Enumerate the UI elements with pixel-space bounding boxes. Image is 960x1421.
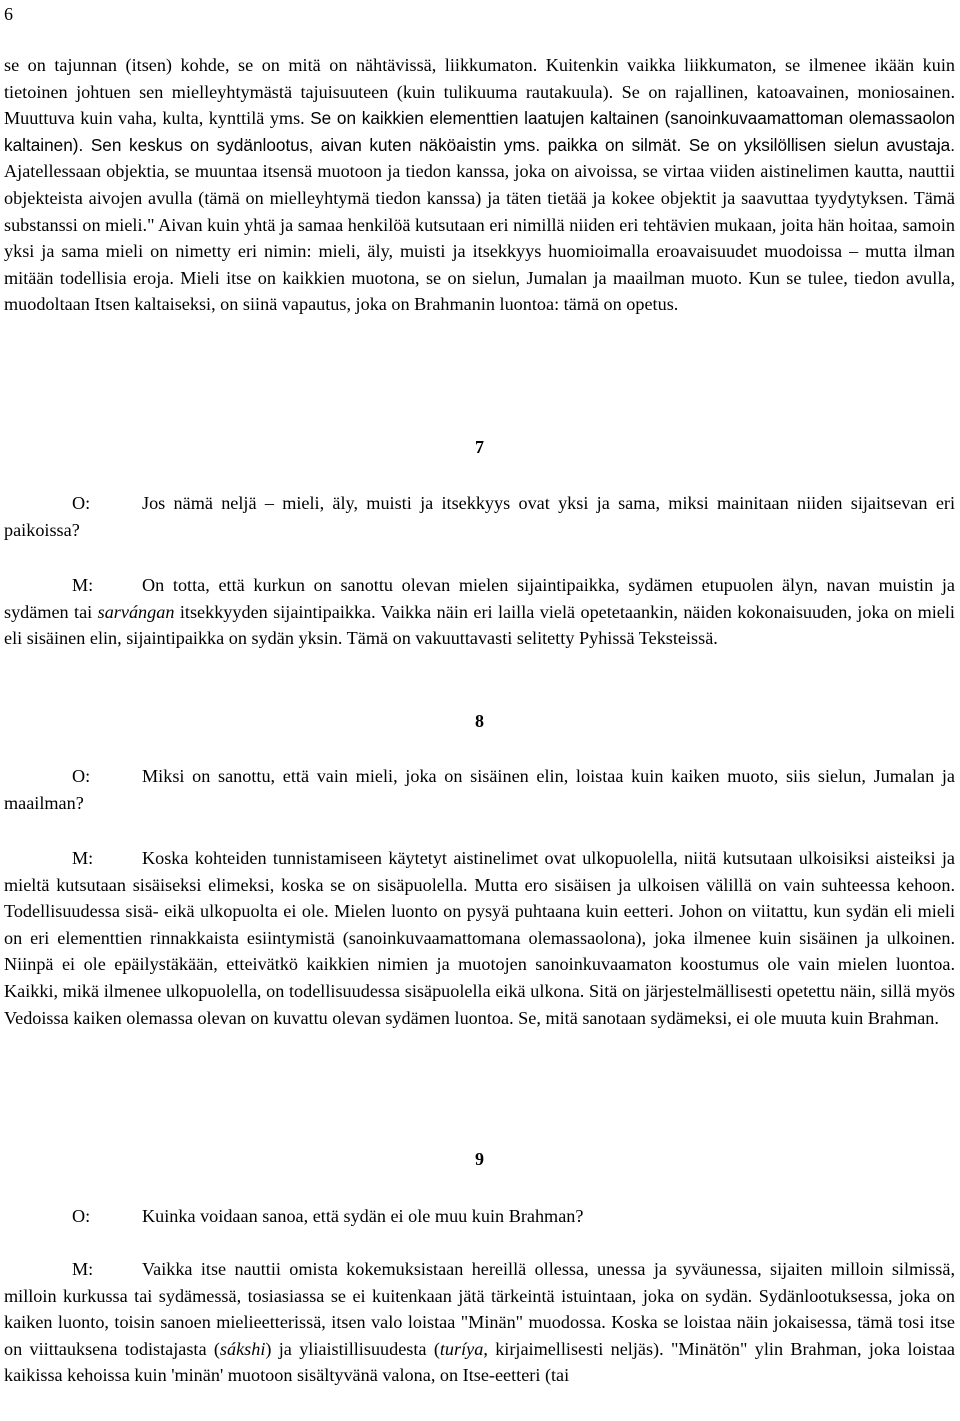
answer-8 (4, 845, 955, 1031)
answer-label: M: (72, 575, 94, 595)
intro-text-3: Ajatellessaan objektia, se muuntaa itsensä muotoon ja tiedon kanssa, joka on aivoissa, se virtaa viiden aistinelimen kautta, nauttii objekteista aivojen avulla (tämä on mielleyhtymä tiedon kanssa) ja täten tietää ja kokee objektit ja saavuttaa tyydytyksen. Tämä substanssi on mieli." Aivan kuin yhtä ja samaa henkilöä kutsutaan eri nimillä niiden eri tehtävien mukaan, joita hän hoitaa, samoin yksi ja sama mieli on nimetty eri nimin: mieli, äly, muisti ja itsekkyys huomioimalla eroavaisuudet muodoissa – mutta ilman mitään todellisia eroja. Mieli itse on kaikkien muotona, se on sielun, Jumalan ja maailman muoto. Kun se tulee, tiedon avulla, muodoltaan Itsen kaltaiseksi, on siinä vapautus, joka on Brahmanin luontoa: tämä on opetus. (4, 161, 955, 315)
question-text: Jos nämä neljä – mieli, äly, muisti ja itsekkyys ovat yksi ja sama, miksi mainitaan niiden sijaitsevan eri paikoissa? (4, 493, 955, 540)
answer-text-1: Vaikka itse nauttii omista kokemuksistaan hereillä ollessa, unessa ja syväunessa, sijaiten milloin silmissä, milloin kurkussa tai sydämessä, tosiasiassa se ei kuitenkaan jätä tärkeintä istuintaan, joka on sydän. Sydänlootuksessa, joka on kaiken luonto, toisin sanoen mielieetterissä, itsen valo loistaa "Minän" muodossa. Koska se loistaa näin jokaisessa, tämä tosi itse on viittauksena todistajasta ( (4, 1259, 955, 1359)
page-number: 6 (4, 4, 13, 24)
answer-label: M: (72, 848, 94, 868)
answer-text-3: , kirjaimellisesti neljäs). "Minätön" ylin Brahman, joka loistaa kaikissa kehoissa kuin 'minän' muotoon sisältyvänä valona, on Itse-eetteri (tai (4, 1338, 955, 1386)
question-8 (4, 763, 955, 816)
answer-7 (4, 572, 955, 652)
question-label: O: (72, 493, 91, 513)
question-text: Kuinka voidaan sanoa, että sydän ei ole muu kuin Brahman? (142, 1206, 584, 1226)
answer-label: M: (72, 1259, 94, 1279)
intro-text-2: Se on kaikkien elementtien laatujen kaltainen (sanoinkuvaamattoman olemassaolon kaltainen). Sen keskus on sydänlootus, aivan kuten näköaistin yms. paikka on silmät. Se on yksilöllisen sielun avustaja. (4, 108, 955, 155)
intro-text-1: se on tajunnan (itsen) kohde, se on mitä on nähtävissä, liikkumaton. Kuitenkin vaikka liikkumaton, se ilmenee ikään kuin tietoinen johtuen sen mielleyhtymästä tajuisuuteen (kuin tulikuuma rautakuula). Se on rajallinen, katoavainen, moniosainen. Muuttuva kuin vaha, kulta, kynttilä yms. (4, 55, 955, 129)
answer-text: Koska kohteiden tunnistamiseen käytetyt aistinelimet ovat ulkopuolella, niitä kutsutaan ulkoisiksi aisteiksi ja mieltä kutsutaan sisäiseksi elimeksi, koska se on sisäpuolella. Mutta ero sisäisen ja ulkoisen välillä on vain suhteessa kehoon. Todellisuudessa sisä- eikä ulkopuolta ei ole. Mielen luonto on pysyä puhtaana kuin eetteri. Johon on viitattu, kun sydän eli mieli on eri elementtien rinnakkaista esiintymistä (sanoinkuvaamattomana olemassaolona), joka ilmenee kuin sisäinen ja ulkoinen. Niinpä ei ole epäilystäkään, etteivätkö kaikkien nimien ja muotojen sanoinkuvaamaton koostumus ole vain mielen luontoa. Kaikki, mikä ilmenee ulkopuolella, on todellisuudessa sisäpuolella eikä ulkona. Sitä on järjestelmällisesti opetettu näin, sillä myös Vedoissa kaiken olemassa olevan on kuvattu olevan sydämen luontoa. Se, mitä sanotaan sydämeksi, ei ole muuta kuin Brahman. (4, 848, 955, 1028)
intro-paragraph (4, 52, 955, 318)
answer-italic-term-2: turíya (439, 1338, 484, 1359)
question-9 (4, 1203, 955, 1230)
answer-text-2: ) ja yliaistillisuudesta ( (265, 1338, 440, 1359)
question-text: Miksi on sanottu, että vain mieli, joka on sisäinen elin, loistaa kuin kaiken muoto, siis sielun, Jumalan ja maailman? (4, 766, 955, 813)
question-label: O: (72, 1206, 91, 1226)
answer-text-2: itsekkyyden sijaintipaikka. Vaikka näin eri lailla vielä opetetaankin, näiden kokonaisuuden, joka on mieli eli sisäinen elin, sijaintipaikka on sydän yksin. Tämä on vakuuttavasti selitetty Pyhissä Teksteissä. (4, 601, 955, 649)
section-number-8: 8 (475, 711, 484, 731)
question-label: O: (72, 766, 91, 786)
answer-9 (4, 1256, 955, 1389)
question-7 (4, 490, 955, 543)
section-number-7: 7 (475, 437, 484, 457)
answer-italic-term: sarvángan (97, 601, 175, 622)
section-number-9: 9 (475, 1149, 484, 1169)
answer-italic-term-1: sákshi (219, 1338, 266, 1359)
answer-text-1: On totta, että kurkun on sanottu olevan mielen sijaintipaikka, sydämen etupuolen älyn, navan muistin ja sydämen tai (4, 575, 955, 622)
